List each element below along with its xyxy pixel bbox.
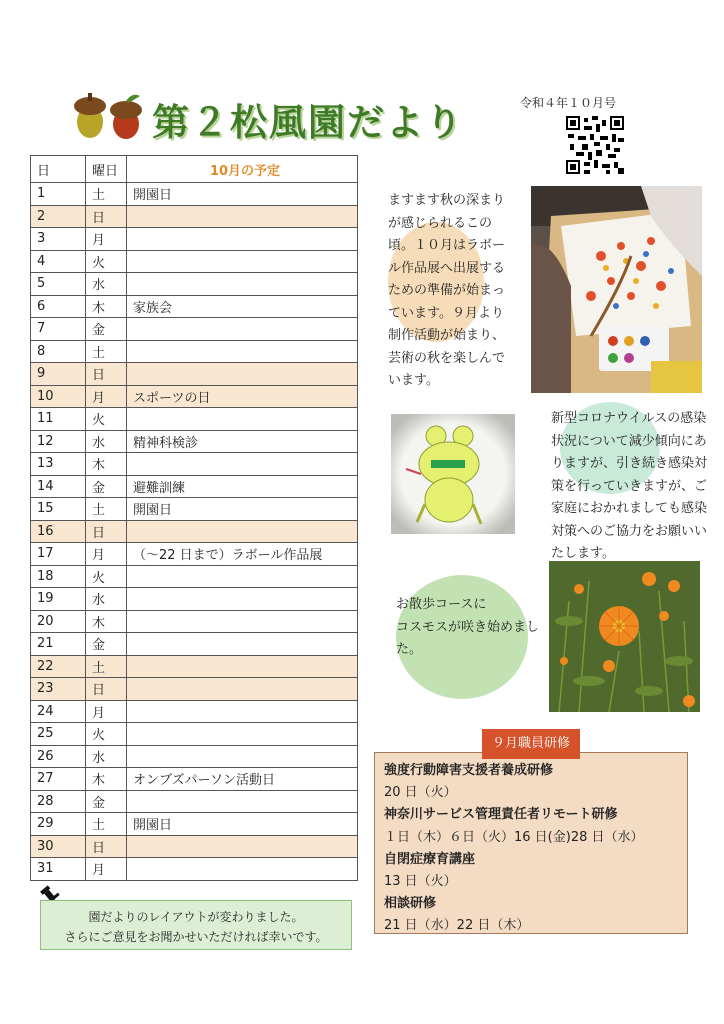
article-line: が感じられるこの xyxy=(388,215,493,231)
note-line-1: 園だよりのレイアウトが変わりました。 xyxy=(88,910,304,924)
event-cell xyxy=(127,318,358,341)
frog-drawing-photo xyxy=(391,414,515,534)
event-cell xyxy=(127,633,358,656)
qr-code-icon xyxy=(566,116,624,174)
day-cell: 21 xyxy=(31,633,86,656)
event-cell xyxy=(127,835,358,858)
weekday-cell: 日 xyxy=(86,205,127,228)
table-row xyxy=(31,858,358,881)
training-title: 神奈川サービス管理責任者リモート研修 xyxy=(384,807,618,823)
event-cell: 精神科検診 xyxy=(127,430,358,453)
event-cell: オンブズパーソン活動日 xyxy=(127,768,358,791)
weekday-cell: 木 xyxy=(86,453,127,476)
note-line-2: さらにご意見をお聞かせいただければ幸いです。 xyxy=(64,930,328,944)
day-cell: 8 xyxy=(31,340,86,363)
table-header-row xyxy=(31,156,358,183)
event-cell xyxy=(127,565,358,588)
article-line: 芸術の秋を楽しんで xyxy=(388,350,506,366)
event-cell xyxy=(127,655,358,678)
table-row xyxy=(31,385,358,408)
training-title: 強度行動障害支援者養成研修 xyxy=(384,763,554,778)
table-row xyxy=(31,768,358,791)
article-line: たします。 xyxy=(551,546,615,561)
event-cell xyxy=(127,678,358,701)
day-cell: 23 xyxy=(31,678,86,701)
weekday-cell: 水 xyxy=(86,430,127,453)
article-line: ための準備が始まっ xyxy=(388,283,506,298)
event-cell: スポーツの日 xyxy=(127,385,358,408)
day-cell: 22 xyxy=(31,655,86,678)
event-cell: 家族会 xyxy=(127,295,358,318)
table-row xyxy=(31,565,358,588)
weekday-cell: 月 xyxy=(86,543,127,566)
painting-activity-photo xyxy=(531,186,702,393)
table-row xyxy=(31,250,358,273)
article-line: 策を行っていきますが、ご xyxy=(551,478,708,494)
day-cell: 30 xyxy=(31,835,86,858)
weekday-cell: 日 xyxy=(86,363,127,386)
event-cell xyxy=(127,250,358,273)
event-cell xyxy=(127,363,358,386)
training-dates: 20 日（火） xyxy=(384,785,457,801)
autumn-article xyxy=(388,190,510,393)
training-list xyxy=(384,760,644,938)
article-line: た。 xyxy=(396,642,423,657)
acorn-icon xyxy=(68,90,150,142)
table-row xyxy=(31,183,358,206)
event-cell xyxy=(127,745,358,768)
event-cell xyxy=(127,858,358,881)
day-cell: 11 xyxy=(31,408,86,431)
table-row xyxy=(31,340,358,363)
event-cell xyxy=(127,588,358,611)
article-line: りますが、引き続き感染対 xyxy=(551,456,708,471)
table-row xyxy=(31,588,358,611)
table-row xyxy=(31,228,358,251)
weekday-cell: 火 xyxy=(86,565,127,588)
training-title: 相談研修 xyxy=(384,896,437,912)
weekday-cell: 水 xyxy=(86,273,127,296)
weekday-cell: 月 xyxy=(86,228,127,251)
event-cell: 開園日 xyxy=(127,183,358,206)
column-header-schedule: 10月の予定 xyxy=(127,156,358,183)
training-title: 自閉症療育講座 xyxy=(384,851,476,867)
day-cell: 12 xyxy=(31,430,86,453)
day-cell: 17 xyxy=(31,543,86,566)
training-dates: １日（木）６日（火）16 日(金)28 日（水） xyxy=(384,829,644,845)
day-cell: 7 xyxy=(31,318,86,341)
weekday-cell: 土 xyxy=(86,655,127,678)
weekday-cell: 水 xyxy=(86,588,127,611)
weekday-cell: 木 xyxy=(86,768,127,791)
issue-label: 令和４年１０月号 xyxy=(520,96,617,110)
article-line: います。 xyxy=(388,373,439,388)
weekday-cell: 月 xyxy=(86,700,127,723)
day-cell: 3 xyxy=(31,228,86,251)
event-cell xyxy=(127,340,358,363)
day-cell: 13 xyxy=(31,453,86,476)
table-row xyxy=(31,520,358,543)
weekday-cell: 金 xyxy=(86,790,127,813)
article-line: 新型コロナウイルスの感染 xyxy=(551,411,707,426)
day-cell: 19 xyxy=(31,588,86,611)
day-cell: 29 xyxy=(31,813,86,836)
day-cell: 27 xyxy=(31,768,86,791)
article-line: 制作活動が始まり、 xyxy=(388,328,506,343)
training-tab-label: ９月職員研修 xyxy=(482,729,580,759)
day-cell: 10 xyxy=(31,385,86,408)
table-row xyxy=(31,813,358,836)
table-row xyxy=(31,723,358,746)
event-cell: 開園日 xyxy=(127,498,358,521)
table-row xyxy=(31,790,358,813)
event-cell: 開園日 xyxy=(127,813,358,836)
event-cell xyxy=(127,790,358,813)
event-cell xyxy=(127,610,358,633)
day-cell: 15 xyxy=(31,498,86,521)
cosmos-flower-photo xyxy=(549,561,700,712)
training-dates: 21 日（水）22 日（木） xyxy=(384,918,530,934)
table-row xyxy=(31,408,358,431)
page-title: 第２松風園だより xyxy=(152,101,464,144)
event-cell: （～22 日まで）ラボール作品展 xyxy=(127,543,358,566)
day-cell: 24 xyxy=(31,700,86,723)
weekday-cell: 木 xyxy=(86,610,127,633)
weekday-cell: 金 xyxy=(86,633,127,656)
weekday-cell: 土 xyxy=(86,183,127,206)
table-row xyxy=(31,318,358,341)
event-cell xyxy=(127,723,358,746)
weekday-cell: 水 xyxy=(86,745,127,768)
table-row xyxy=(31,363,358,386)
table-row xyxy=(31,205,358,228)
day-cell: 5 xyxy=(31,273,86,296)
weekday-cell: 土 xyxy=(86,340,127,363)
weekday-cell: 木 xyxy=(86,295,127,318)
article-line: ル作品展へ出展する xyxy=(388,260,506,276)
day-cell: 20 xyxy=(31,610,86,633)
day-cell: 25 xyxy=(31,723,86,746)
schedule-table xyxy=(30,155,358,881)
event-cell xyxy=(127,408,358,431)
schedule-body xyxy=(31,183,358,881)
column-header-weekday: 曜日 xyxy=(86,156,127,183)
day-cell: 26 xyxy=(31,745,86,768)
event-cell: 避難訓練 xyxy=(127,475,358,498)
table-row xyxy=(31,295,358,318)
article-line: 家庭におかれましても感染 xyxy=(551,501,708,516)
article-line: 頃。１０月はラボー xyxy=(388,238,506,253)
table-row xyxy=(31,745,358,768)
table-row xyxy=(31,700,358,723)
weekday-cell: 月 xyxy=(86,385,127,408)
day-cell: 18 xyxy=(31,565,86,588)
covid-article xyxy=(551,408,709,566)
weekday-cell: 火 xyxy=(86,723,127,746)
weekday-cell: 金 xyxy=(86,475,127,498)
table-row xyxy=(31,678,358,701)
weekday-cell: 日 xyxy=(86,520,127,543)
table-row xyxy=(31,633,358,656)
weekday-cell: 火 xyxy=(86,408,127,431)
weekday-cell: 日 xyxy=(86,678,127,701)
table-row xyxy=(31,655,358,678)
column-header-day: 日 xyxy=(31,156,86,183)
day-cell: 28 xyxy=(31,790,86,813)
table-row xyxy=(31,430,358,453)
weekday-cell: 火 xyxy=(86,250,127,273)
article-line: 状況について減少傾向にあ xyxy=(551,433,707,449)
article-line: お散歩コースに xyxy=(396,597,487,612)
event-cell xyxy=(127,205,358,228)
training-dates: 13 日（火） xyxy=(384,874,457,890)
table-row xyxy=(31,543,358,566)
table-row xyxy=(31,835,358,858)
day-cell: 14 xyxy=(31,475,86,498)
weekday-cell: 土 xyxy=(86,498,127,521)
weekday-cell: 月 xyxy=(86,858,127,881)
weekday-cell: 日 xyxy=(86,835,127,858)
event-cell xyxy=(127,700,358,723)
layout-change-note xyxy=(40,900,352,950)
article-line: コスモスが咲き始めまし xyxy=(396,619,540,635)
article-line: 対策へのご協力をお願いい xyxy=(551,523,708,539)
day-cell: 6 xyxy=(31,295,86,318)
table-row xyxy=(31,453,358,476)
day-cell: 4 xyxy=(31,250,86,273)
day-cell: 31 xyxy=(31,858,86,881)
article-line: ています。９月より xyxy=(388,305,504,321)
day-cell: 9 xyxy=(31,363,86,386)
table-row xyxy=(31,273,358,296)
table-row xyxy=(31,610,358,633)
day-cell: 16 xyxy=(31,520,86,543)
day-cell: 2 xyxy=(31,205,86,228)
table-row xyxy=(31,498,358,521)
event-cell xyxy=(127,453,358,476)
cosmos-article xyxy=(396,594,544,662)
day-cell: 1 xyxy=(31,183,86,206)
event-cell xyxy=(127,228,358,251)
weekday-cell: 金 xyxy=(86,318,127,341)
event-cell xyxy=(127,273,358,296)
event-cell xyxy=(127,520,358,543)
weekday-cell: 土 xyxy=(86,813,127,836)
table-row xyxy=(31,475,358,498)
article-line: ますます秋の深まり xyxy=(388,193,506,208)
